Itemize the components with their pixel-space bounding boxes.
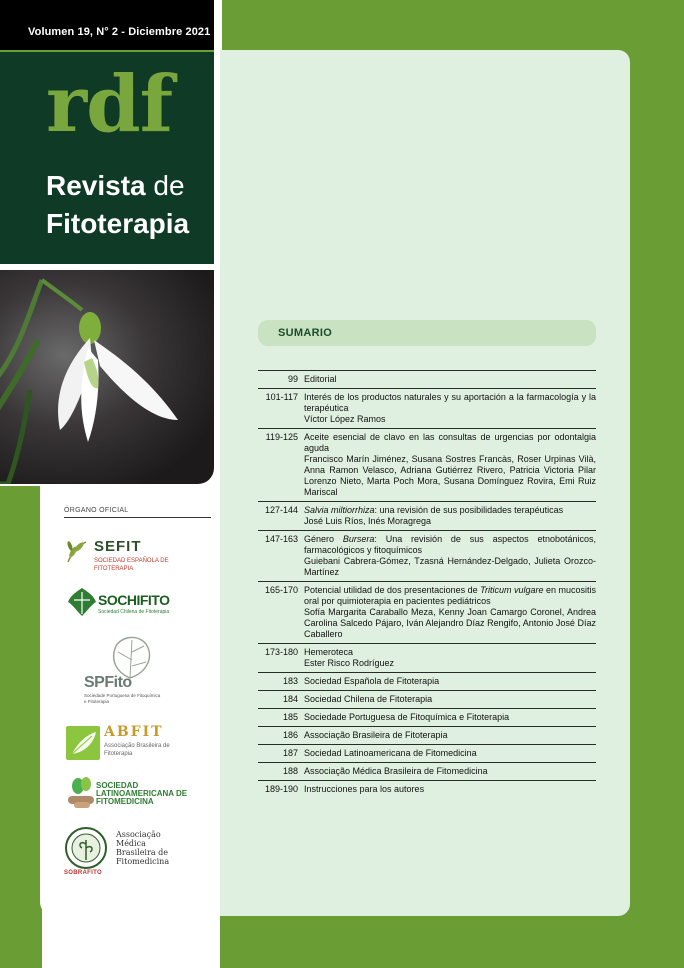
sefit-logo [64, 536, 214, 576]
toc-title [304, 585, 596, 607]
organo-divider [64, 517, 211, 518]
toc-row[interactable] [258, 708, 596, 726]
toc-entry [298, 712, 596, 723]
toc-title [304, 712, 596, 723]
toc-title [304, 730, 596, 741]
toc-title-text: : Una revisión de sus aspectos etnobotánicos, farmacológicos y fitoquímicos [304, 534, 596, 555]
toc-row[interactable] [258, 762, 596, 780]
toc-row[interactable] [258, 428, 596, 501]
abfit-logo [66, 724, 214, 762]
latinoamericana-name: SOCIEDAD LATINOAMERICANA DE FITOMEDICINA [96, 781, 188, 806]
sefit-subtitle: SOCIEDAD ESPAÑOLA DE FITOTERAPIA [94, 558, 169, 572]
toc-entry [298, 766, 596, 777]
toc-title-text: Associação Brasileira de Fitoterapia [304, 730, 448, 740]
sefit-name: SEFIT [94, 538, 142, 555]
journal-title-bold: Revista [46, 170, 146, 201]
toc-entry [298, 505, 596, 527]
toc-entry [298, 730, 596, 741]
toc-title-text: Sociedad Chilena de Fitoterapia [304, 694, 433, 704]
journal-title-rest: de [153, 170, 185, 201]
toc-row[interactable] [258, 388, 596, 428]
journal-title-line2: Fitoterapia [46, 208, 190, 239]
toc-title-text: Sociedade Portuguesa de Fitoquímica e Fitoterapia [304, 712, 510, 722]
sochifito-subtitle: Sociedad Chilena de Fitoterapia [98, 609, 170, 615]
abfit-subtitle: Associação Brasileira de Fitoterapia [104, 743, 170, 757]
cover-photo-snowdrop [0, 270, 214, 484]
toc-title-text: Interés de los productos naturales y su aportación a la farmacología y la terapéutica [304, 392, 596, 413]
toc-pages: 173-180 [264, 647, 298, 657]
volume-label: Volumen 19, N° 2 - Diciembre 2021 [28, 26, 211, 38]
journal-title-line1 [46, 172, 185, 200]
rdf-logo: rdf [46, 59, 173, 150]
toc-entry [298, 748, 596, 759]
toc-entry [298, 694, 596, 705]
toc-title-text: Instrucciones para los autores [304, 784, 425, 794]
left-green-strip [0, 486, 42, 968]
toc-row[interactable] [258, 726, 596, 744]
toc-pages: 147-163 [264, 534, 298, 544]
toc-pages: 119-125 [265, 432, 298, 442]
toc-pages: 189-190 [264, 784, 298, 794]
toc-pages: 127-144 [264, 505, 298, 515]
spfito-logo [84, 632, 214, 708]
toc-row[interactable] [258, 744, 596, 762]
sochifito-logo [64, 586, 214, 622]
toc-row[interactable] [258, 690, 596, 708]
sobrafito-subtitle: Associação Médica Brasileira de Fitomedicina [116, 830, 170, 866]
toc-authors: Sofía Margarita Caraballo Meza, Kenny Joan Camargo Coronel, Andrea Carolina Salcedo Pájaro, Iván Alejandro Díaz Rengifo, Antonio José Díaz Caballero [304, 607, 596, 639]
toc-pages: 186 [282, 730, 298, 740]
toc-title [304, 374, 596, 385]
toc-title [304, 694, 596, 705]
toc-authors: Francisco Marín Jiménez, Susana Sostres Francàs, Roser Urpinas Vilà, Anna Ramon Velasco, Adriana Gutiérrez Rivero, Patricia Victoria Pilar Lorenzo Nieto, Marta Poch Mora, Susana Domínguez Rovira, Emi Ruiz Mariscal [304, 454, 596, 497]
toc-row[interactable] [258, 370, 596, 388]
toc-entry [298, 534, 596, 578]
toc-title [304, 748, 596, 759]
toc-row[interactable] [258, 643, 596, 672]
toc-pages: 188 [282, 766, 298, 776]
toc-pages: 165-170 [264, 585, 298, 595]
toc-entry [298, 647, 596, 669]
toc-title-pre: Potencial utilidad de dos presentaciones de [304, 585, 481, 595]
latinoamericana-logo [66, 776, 214, 812]
toc-title-italic: Bursera [342, 534, 375, 544]
abfit-name: ABFIT [104, 724, 164, 740]
toc-entry [298, 392, 596, 425]
toc-title [304, 392, 596, 414]
toc-entry [298, 585, 596, 640]
toc-pages: 187 [282, 748, 298, 758]
toc-authors: Guiebani Cabrera-Gómez, Tzasná Hernández-Delgado, Julieta Orozco-Martínez [304, 556, 596, 577]
toc-row[interactable] [258, 501, 596, 530]
toc-title [304, 647, 596, 658]
toc-entry [298, 676, 596, 687]
toc-title-text: Associação Médica Brasileira de Fitomedicina [304, 766, 488, 776]
toc-entry [298, 432, 596, 498]
toc-row[interactable] [258, 780, 596, 798]
toc-pages: 101-117 [265, 392, 298, 402]
toc-entry [298, 784, 596, 795]
toc-title [304, 534, 596, 556]
toc-authors: José Luis Ríos, Inés Moragrega [304, 516, 432, 526]
toc-title-text: Sociedad Latinoamericana de Fitomedicina [304, 748, 477, 758]
toc-pages: 183 [282, 676, 298, 686]
sumario-heading: SUMARIO [278, 327, 333, 339]
toc-title-text: Sociedad Española de Fitoterapia [304, 676, 440, 686]
toc-title [304, 505, 596, 516]
toc-title [304, 766, 596, 777]
toc-title-text: : una revisión de sus posibilidades terapéuticas [374, 505, 564, 515]
sobrafito-name: SOBRAFITO [64, 870, 102, 876]
toc-title-text: en mucositis oral por quimioterapia en pacientes pediátricos [304, 585, 597, 606]
toc-title-text: Editorial [304, 374, 337, 384]
toc-authors: Ester Risco Rodríguez [304, 658, 395, 668]
toc-title [304, 784, 596, 795]
table-of-contents [258, 370, 596, 798]
toc-authors: Víctor López Ramos [304, 414, 386, 424]
organo-oficial-label: ÓRGANO OFICIAL [64, 507, 129, 514]
toc-row[interactable] [258, 530, 596, 581]
sochifito-name: SOCHIFITO [98, 592, 170, 608]
toc-entry [298, 374, 596, 385]
toc-title-text: Hemeroteca [304, 647, 354, 657]
toc-title-text: Aceite esencial de clavo en las consultas de urgencias por odontalgia aguda [304, 432, 596, 453]
toc-title [304, 432, 596, 454]
toc-row[interactable] [258, 672, 596, 690]
toc-row[interactable] [258, 581, 596, 643]
top-black-bar [0, 0, 214, 50]
toc-title [304, 676, 596, 687]
sobrafito-logo [64, 826, 214, 878]
spfito-name: SPFito [84, 674, 132, 691]
toc-title-italic: Salvia miltiorrhiza [304, 505, 375, 515]
toc-pages: 185 [282, 712, 298, 722]
toc-title-pre: Género [304, 534, 343, 544]
abfit-leaf-icon [66, 726, 100, 760]
spfito-subtitle: Sociedade Portuguesa de Fitoquímica e Fitoterapia [84, 693, 161, 704]
toc-pages: 184 [282, 694, 298, 704]
toc-pages: 99 [287, 374, 298, 384]
toc-title-italic: Triticum vulgare [480, 585, 544, 595]
